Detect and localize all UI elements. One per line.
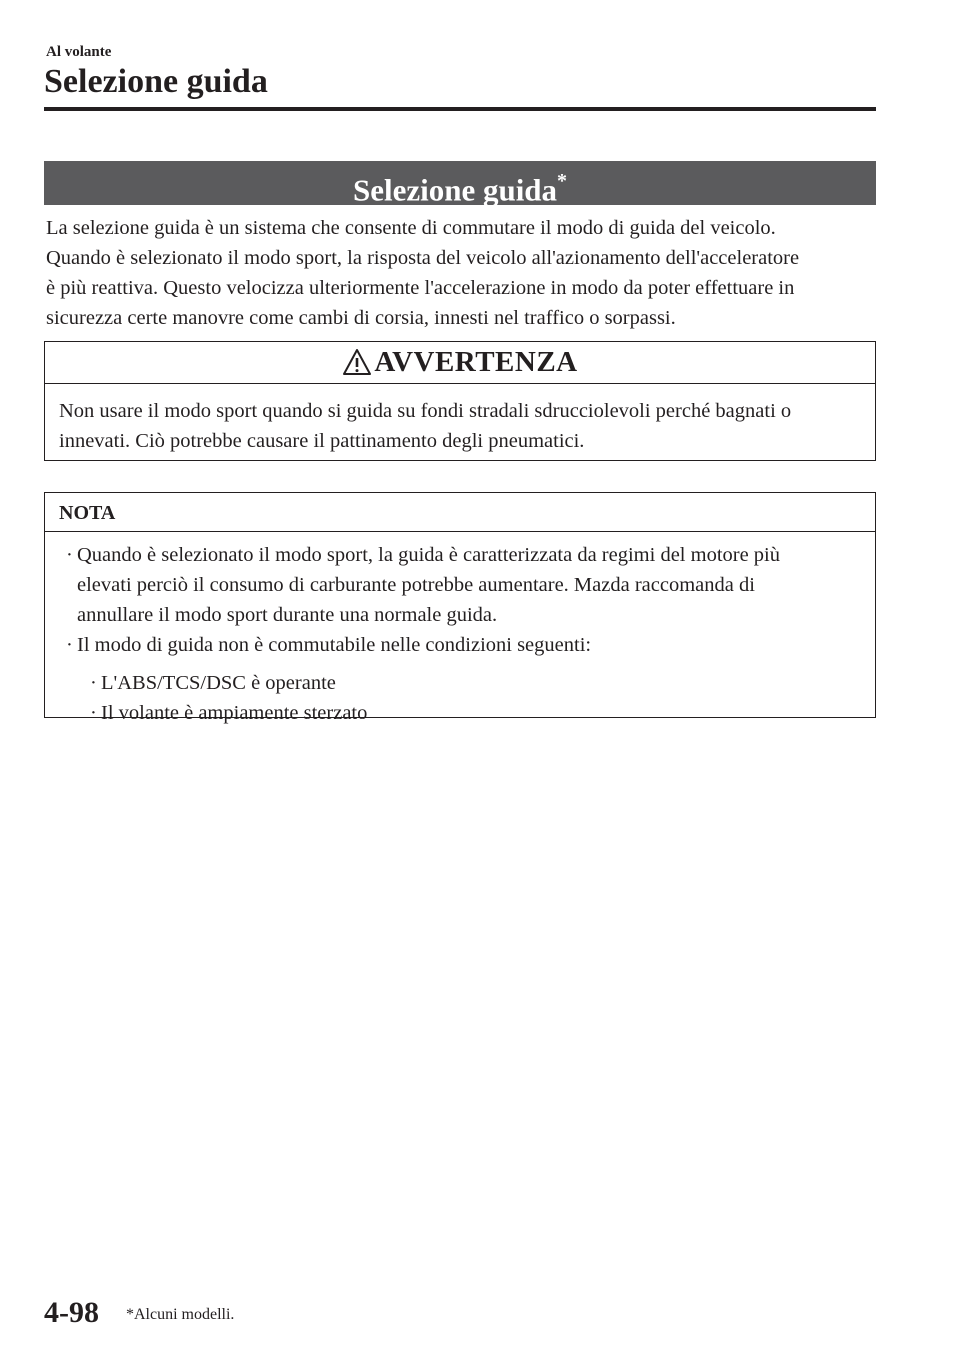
page-title: Selezione guida: [44, 63, 268, 100]
note-line: Il modo di guida non è commutabile nelle condizioni seguenti:: [77, 634, 592, 656]
note-sub-line: L'ABS/TCS/DSC è operante: [101, 672, 336, 694]
warning-header: [45, 342, 875, 384]
chapter-label: Al volante: [46, 44, 112, 60]
intro-paragraph: [46, 213, 876, 333]
note-sub-bullet: [83, 698, 861, 728]
footnote: *Alcuni modelli.: [126, 1306, 235, 1323]
bullet-dot: ·: [90, 672, 97, 694]
intro-line: Quando è selezionato il modo sport, la risposta del veicolo all'azionamento dell'acceleratore: [46, 247, 800, 269]
section-banner: [44, 161, 876, 208]
note-sub-bullet: [83, 668, 861, 698]
intro-line: La selezione guida è un sistema che consente di commutare il modo di guida del veicolo.: [46, 217, 776, 239]
bullet-dot: ·: [66, 634, 73, 656]
warning-box: [44, 341, 876, 461]
section-title: Selezione guida: [352, 172, 558, 208]
intro-line: è più reattiva. Questo velocizza ulteriormente l'accelerazione in modo da poter effettuare in: [46, 277, 795, 299]
note-line: elevati perciò il consumo di carburante potrebbe aumentare. Mazda raccomanda di: [77, 574, 755, 596]
page-number: 4-98: [44, 1296, 99, 1329]
intro-line: sicurezza certe manovre come cambi di corsia, innesti nel traffico o sorpassi.: [46, 307, 676, 329]
note-title: NOTA: [45, 493, 875, 532]
warning-title: AVVERTENZA: [374, 346, 578, 378]
note-line: annullare il modo sport durante una normale guida.: [77, 604, 498, 626]
note-sub-line: Il volante è ampiamente sterzato: [101, 702, 368, 724]
note-sub-list: [59, 668, 861, 728]
warning-line: Non usare il modo sport quando si guida su fondi stradali sdrucciolevoli perché bagnati o: [59, 400, 792, 422]
bullet-dot: ·: [90, 702, 97, 724]
optional-equipment-marker: *: [557, 170, 568, 192]
note-line: Quando è selezionato il modo sport, la guida è caratterizzata da regimi del motore più: [77, 544, 781, 566]
warning-body: [45, 384, 875, 456]
bullet-dot: ·: [66, 544, 73, 566]
warning-triangle-icon: [342, 348, 372, 376]
note-bullet: [59, 630, 861, 660]
note-bullet: [59, 540, 861, 630]
note-body: [45, 532, 875, 728]
note-box: [44, 492, 876, 724]
warning-line: innevati. Ciò potrebbe causare il pattinamento degli pneumatici.: [59, 430, 585, 452]
title-divider: [44, 107, 876, 111]
